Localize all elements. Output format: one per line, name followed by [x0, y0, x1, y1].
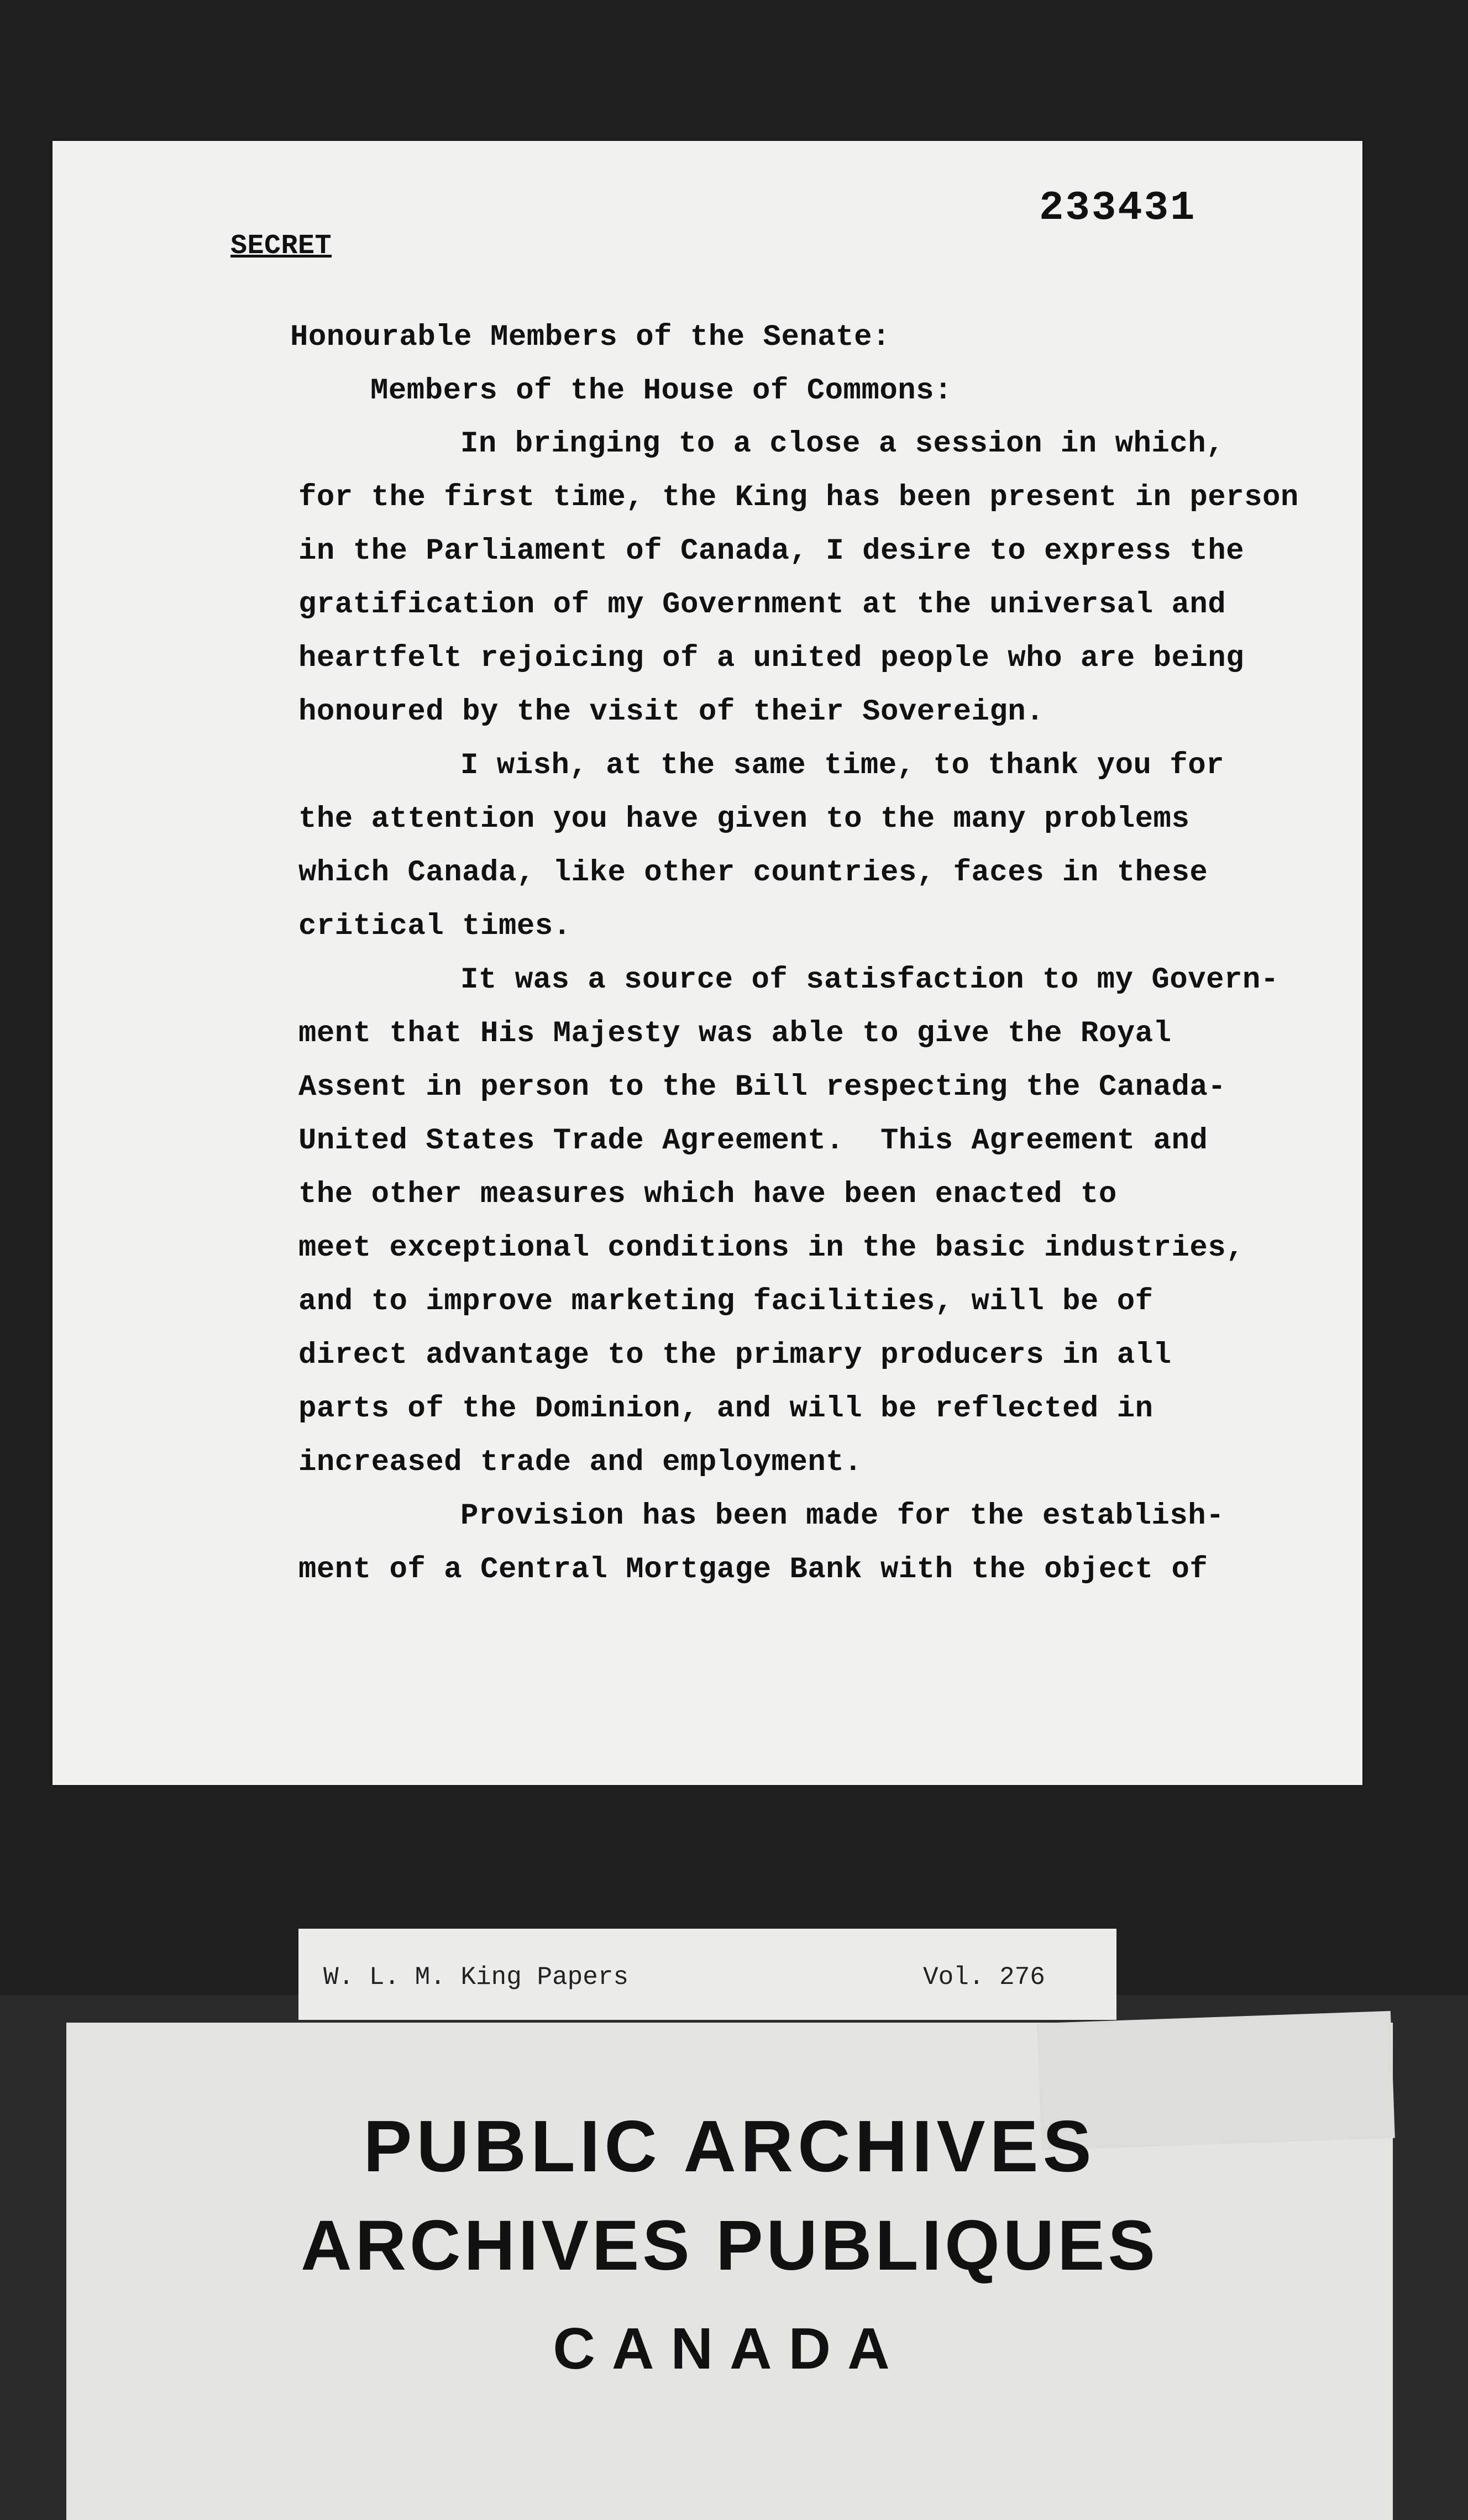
body-line: direct advantage to the primary producers in all: [298, 1338, 1172, 1372]
body-line: in the Parliament of Canada, I desire to express the: [298, 534, 1245, 568]
body-line: It was a source of satisfaction to my Govern-: [460, 963, 1279, 997]
body-line: the other measures which have been enacted to: [298, 1178, 1117, 1211]
body-line: In bringing to a close a session in which,: [460, 427, 1225, 461]
volume-label: Vol. 276: [923, 1963, 1045, 1992]
body-line: the attention you have given to the many problems: [298, 802, 1190, 836]
body-line: parts of the Dominion, and will be reflected in: [298, 1392, 1154, 1426]
stamp-line-french: ARCHIVES PUBLIQUES: [301, 2206, 1158, 2285]
body-line: ment of a Central Mortgage Bank with the object of: [298, 1553, 1208, 1587]
salutation-senate: Honourable Members of the Senate:: [290, 321, 890, 354]
body-line: which Canada, like other countries, faces in these: [298, 856, 1208, 890]
stamp-line-english: PUBLIC ARCHIVES: [363, 2106, 1096, 2187]
body-line: gratification of my Government at the universal and: [298, 588, 1226, 622]
body-line: honoured by the visit of their Sovereign.: [298, 695, 1045, 729]
body-line: Assent in person to the Bill respecting the Canada-: [298, 1070, 1226, 1104]
body-line: Provision has been made for the establish-: [460, 1499, 1225, 1533]
document-number: 233431: [1039, 185, 1197, 232]
body-line: and to improve marketing facilities, will be of: [298, 1285, 1154, 1319]
document-page: [53, 141, 1362, 1785]
body-line: critical times.: [298, 910, 572, 943]
classification-marking: SECRET: [230, 230, 332, 262]
body-line: United States Trade Agreement. This Agreement and: [298, 1124, 1208, 1158]
body-line: for the first time, the King has been present in person: [298, 481, 1299, 514]
collection-label: W. L. M. King Papers: [323, 1963, 629, 1992]
body-line: meet exceptional conditions in the basic industries,: [298, 1231, 1245, 1265]
body-line: I wish, at the same time, to thank you for: [460, 749, 1225, 783]
stamp-line-country: CANADA: [553, 2316, 906, 2381]
body-line: increased trade and employment.: [298, 1446, 863, 1479]
salutation-commons: Members of the House of Commons:: [370, 374, 952, 408]
body-line: ment that His Majesty was able to give the Royal: [298, 1017, 1172, 1051]
body-line: heartfelt rejoicing of a united people who are being: [298, 642, 1245, 675]
